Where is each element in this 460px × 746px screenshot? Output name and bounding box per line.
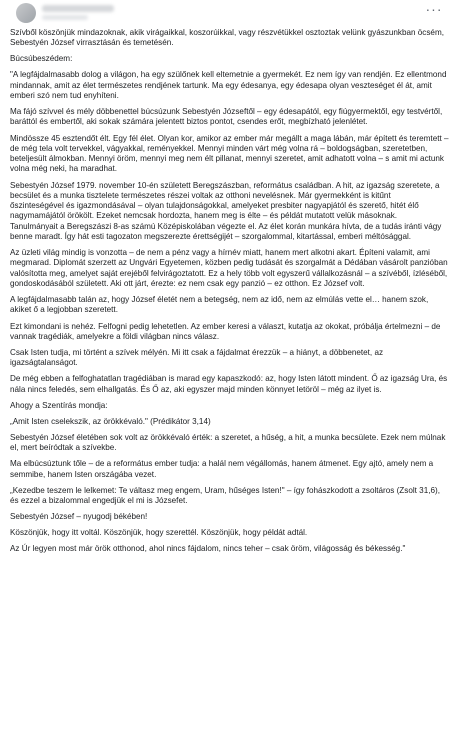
post-paragraph: Az Úr legyen most már örök otthonod, ahol nincs fájdalom, nincs teher – csak öröm, világosság és békesség." xyxy=(10,544,406,554)
avatar[interactable] xyxy=(16,3,36,23)
more-options-icon[interactable]: ··· xyxy=(425,1,443,17)
post-paragraph: Szívből köszönjük mindazoknak, akik virágaikkal, koszorúikkal, vagy részvétükkel osztoztak velünk gyászunkban öcsém, Sebestyén József virrasztásán és temetésén. xyxy=(10,28,444,48)
post-paragraph: „Kezedbe teszem le lelkemet: Te váltasz meg engem, Uram, hűséges Isten!" – így fohászkodott a zsoltáros (Zsolt 31,6), és ezzel a bizalommal engedjük el mi is Józsefet. xyxy=(10,485,440,505)
post-paragraph: Sebestyén József – nyugodj békében! xyxy=(10,512,148,522)
post-text xyxy=(8,26,452,555)
post-paragraph: Mindössze 45 esztendőt élt. Egy fél élet. Olyan kor, amikor az ember már megállt a maga lábán, már épített és teremtett – de még tela volt tervekkel, vágyakkal, reményekkel. Mennyi minden várt még volna rá – boldogságban, szeretetben, beteljesült álmokban. Mennyi öröm, mennyi meg nem élt pillanat, mennyi szeretet, amit adhatott volna – s amit mi actunk volna még neki, ha maradhat. xyxy=(10,133,449,174)
post-paragraph: Búcsúbeszédem: xyxy=(10,54,73,64)
author-name-blurred[interactable] xyxy=(42,5,114,12)
post-paragraph: A legfájdalmasabb talán az, hogy József életét nem a betegség, nem az idő, nem az elmúlás vette el… hanem szok, akiket ő a legjobban szeretett. xyxy=(10,295,429,315)
post-paragraph: Csak Isten tudja, mi történt a szívek mélyén. Mi itt csak a fájdalmat érezzük – a hiányt, a döbbenetet, az igazságtalanságot. xyxy=(10,347,384,368)
post-paragraph: Ahogy a Szentírás mondja: xyxy=(10,400,108,410)
post-paragraph: Tanulmányait a Beregszászi 8-as számú Középiskolában végezte el. Az élet korán munkára hívta, de a tudás iránti vágy benne maradt. Így hát esti tagozaton megszerezte érettségijét – szorgalommal, kitartással, emberi méltósággal. xyxy=(10,221,442,242)
post-paragraph: De még ebben a felfoghatatlan tragédiában is marad egy kapaszkodó: az, hogy Isten látott mindent. Ő az igazság Ura, és nála nincs feledés, sem elhallgatás. És Ő az, aki egyszer majd minden könnyet letöröl – még az ilyet is. xyxy=(10,374,448,394)
post-paragraph: Sebestyén József életében sok volt az örökkévaló érték: a szeretet, a hűség, a hit, a munka becsülete. Ezek nem múlnak el, mert beíródtak a szívekbe. xyxy=(10,432,446,453)
post-paragraph: Köszönjük, hogy itt voltál. Köszönjük, hogy szerettél. Köszönjük, hogy példát adtál. xyxy=(10,528,308,538)
post-paragraph: Sebestyén József 1979. november 10-én született Beregszászban, református családban. A hit, az igazság szeretete, a becsület és a munka tisztelete természetes részei voltak az otthoni nevelésnek. Már gyermekként is kitűnt xyxy=(10,180,440,200)
post-paragraph: "A legfájdalmasabb dolog a világon, ha egy szülőnek kell eltemetnie a gyermekét. Ez nem így van rendjén. Ez ellentmond mindannak, amit az élet természetes rendjének tartunk. Ma egy édesanya, egy édesapa olyan veszteséget él át, amit emberi szó nem tud enyhíteni. xyxy=(10,70,447,101)
post-paragraph: Ezt kimondani is nehéz. Felfogni pedig lehetetlen. Az ember keresi a választ, kutatja az okokat, próbálja értelmezni – de vannak tragédiák, amelyekre a földi világban nincs válasz. xyxy=(10,321,441,341)
post-paragraph: Az üzleti világ mindig is vonzotta – de nem a pénz vagy a hírnév miatt, hanem mert alkotni akart. Építeni valamit, ami megmarad. Diplomát szerzett az Ungvári Egyetemen, közben pedig tudását és szorgalmát a Dédában vásárolt panzióban valósította meg, amelyet saját erejéből felvirágoztatott. Ez a hely több volt egyszerű vállalkozásnál – a szívéből, ízléséből, gondoskodásából született. Aki ott járt, érezte: ez nem csak egy panzió – ez otthon. Ez József volt. xyxy=(10,248,448,289)
post-paragraph: „Amit Isten cselekszik, az örökkévaló." (Prédikátor 3,14) xyxy=(10,416,211,426)
post-header xyxy=(8,0,452,26)
post-paragraph: Ma fájó szívvel és mély döbbenettel búcsúzunk Sebestyén Józseftől – egy édesapától, egy fiúgyermektől, egy testvértől, baráttól és embertől, aki sokak számára jelentett biztos pontot, csendes erőt, megbízható jelenlétet. xyxy=(10,107,443,127)
post-meta-blurred xyxy=(42,15,88,20)
post-paragraph: Ma elbúcsúztunk tőle – de a református ember tudja: a halál nem végállomás, hanem átmenet. Egy ajtó, amely nem a semmibe, hanem Isten országába vezet. xyxy=(10,459,434,479)
post-paragraph: őszinteségével és igazmondásával – olyan tulajdonságokkal, amelyeket presbiter nagyapjától és szerető, hitét élő nagymamájától örökölt. Ezeket nemcsak hordozta, hanem meg is élte – és példát mutatott velük másoknak. xyxy=(10,201,419,221)
